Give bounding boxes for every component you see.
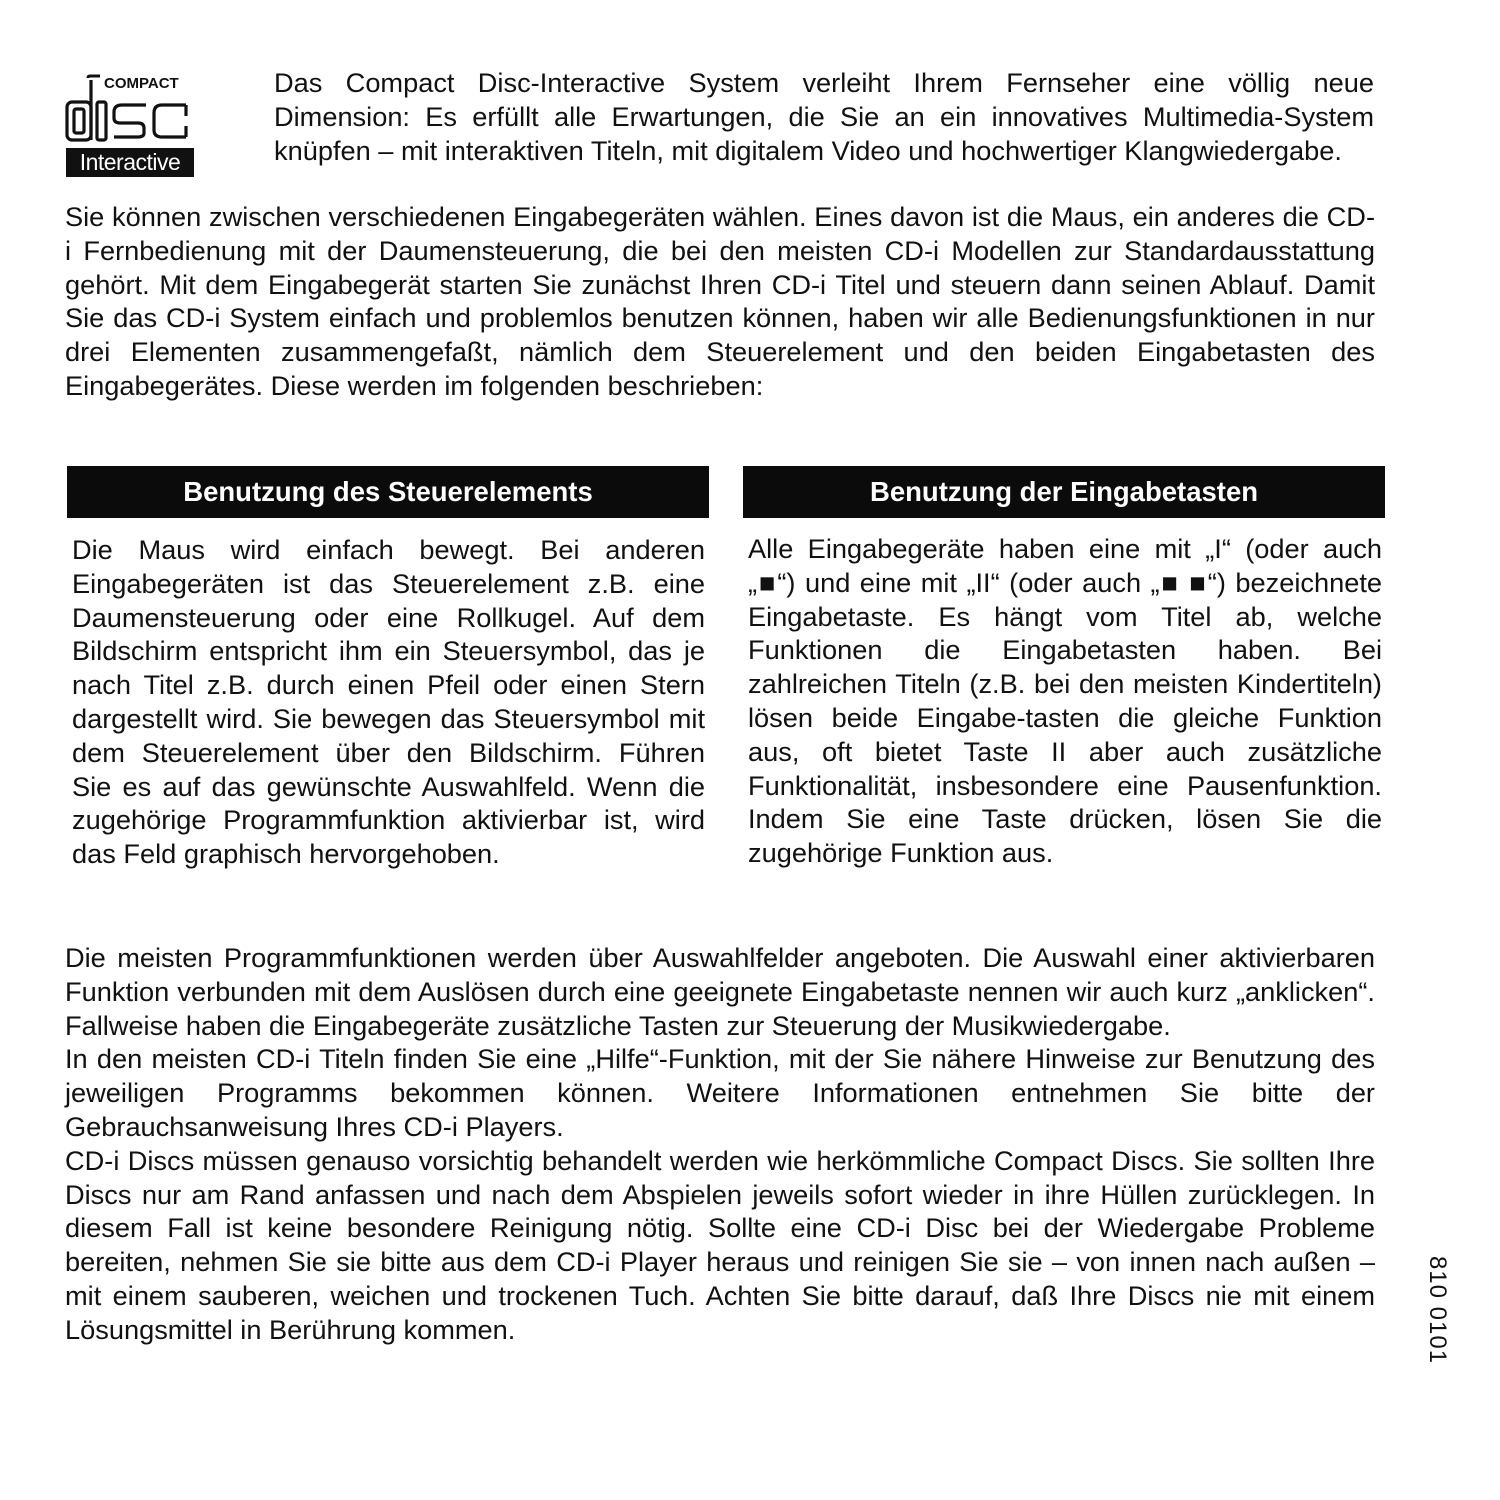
section-header-eingabetasten: Benutzung der Eingabetasten — [743, 466, 1385, 518]
side-catalog-code-text: 810 0101 — [1424, 1255, 1451, 1365]
section-text-eingabetasten: Alle Eingabegeräte haben eine mit „I“ (oder auch „■“) und eine mit „II“ (oder auch „■ ■“) bezeichnete Eingabetaste. Es hängt vom Titel ab, welche Funktionen die Eingabetasten haben. Bei zahlreichen Titeln (z.B. bei den meisten Kindertiteln) lösen beide Eingabe-tasten die gleiche Funktion aus, oft bietet Taste II aber auch zusätzliche Funktionalität, insbesondere eine Pausenfunktion. Indem Sie eine Taste drücken, lösen Sie die zugehörige Funktion aus. — [748, 533, 1382, 869]
logo-compact-text: COMPACT — [104, 75, 179, 92]
interactive-badge: Interactive — [66, 148, 194, 177]
paragraph-hilfe-funktion: In den meisten CD-i Titeln finden Sie eine „Hilfe“-Funktion, mit der Sie nähere Hinweise zur Benutzung des jeweiligen Programms bekommen können. Weitere Informationen entnehmen Sie bitte der Gebrauchsanweisung Ihres CD-i Players. — [65, 1043, 1375, 1142]
bottom-text-block — [65, 941, 1375, 1347]
paragraph-programmfunktionen: Die meisten Programmfunktionen werden über Auswahlfelder angeboten. Die Auswahl einer aktivierbaren Funktion verbunden mit dem Auslösen durch eine geeignete Eingabetaste nennen wir auch kurz „anklicken“. Fallweise haben die Eingabegeräte zusätzliche Tasten zur Steuerung der Musikwiedergabe. — [65, 942, 1375, 1041]
compact-disc-logo-graphic — [64, 74, 196, 146]
section-text-steuerelement: Die Maus wird einfach bewegt. Bei anderen Eingabegeräten ist das Steuerelement z.B. eine Daumensteuerung oder eine Rollkugel. Auf dem Bildschirm entspricht ihm ein Steuersymbol, das je nach Titel z.B. durch einen Pfeil oder einen Stern dargestellt wird. Sie bewegen das Steuersymbol mit dem Steuerelement über den Bildschirm. Führen Sie es auf das gewünschte Auswahlfeld. Wenn die zugehörige Programmfunktion aktivierbar ist, wird das Feld graphisch hervorgehoben. — [72, 534, 705, 870]
intro-paragraph-main: Sie können zwischen verschiedenen Eingabegeräten wählen. Eines davon ist die Maus, ein anderes die CD-i Fernbedienung mit der Daumensteuerung, die bei den meisten CD-i Modellen zur Standardausstattung gehört. Mit dem Eingabegerät starten Sie zunächst Ihren CD-i Titel und steuern dann seinen Ablauf. Damit Sie das CD-i System einfach und problemlos benutzen können, haben wir alle Bedienungsfunktionen in nur drei Elementen zusammengefaßt, nämlich dem Steuerelement und den beiden Eingabetasten des Eingabegerätes. Diese werden im folgenden beschrieben: — [65, 201, 1375, 401]
intro-paragraph-top: Das Compact Disc-Interactive System verleiht Ihrem Fernseher eine völlig neue Dimension: Es erfüllt alle Erwartungen, die Sie an ein innovatives Multimedia-System knüpfen – mit interaktiven Titeln, mit digitalem Video und hochwertiger Klangwiedergabe. — [274, 67, 1374, 166]
section-header-steuerelement: Benutzung des Steuerelements — [67, 466, 709, 518]
compact-disc-interactive-logo — [64, 74, 196, 178]
paragraph-disc-care: CD-i Discs müssen genauso vorsichtig behandelt werden wie herkömmliche Compact Discs. Sie sollten Ihre Discs nur am Rand anfassen und nach dem Abspielen jeweils sofort wieder in ihre Hüllen zurücklegen. In diesem Fall ist keine besondere Reinigung nötig. Sollte eine CD-i Disc bei der Wiedergabe Probleme bereiten, nehmen Sie sie bitte aus dem CD-i Player heraus und reinigen Sie sie – von innen nach außen – mit einem sauberen, weichen und trockenen Tuch. Achten Sie bitte darauf, daß Ihre Discs nie mit einem Lösungsmittel in Berührung kommen. — [65, 1144, 1375, 1345]
